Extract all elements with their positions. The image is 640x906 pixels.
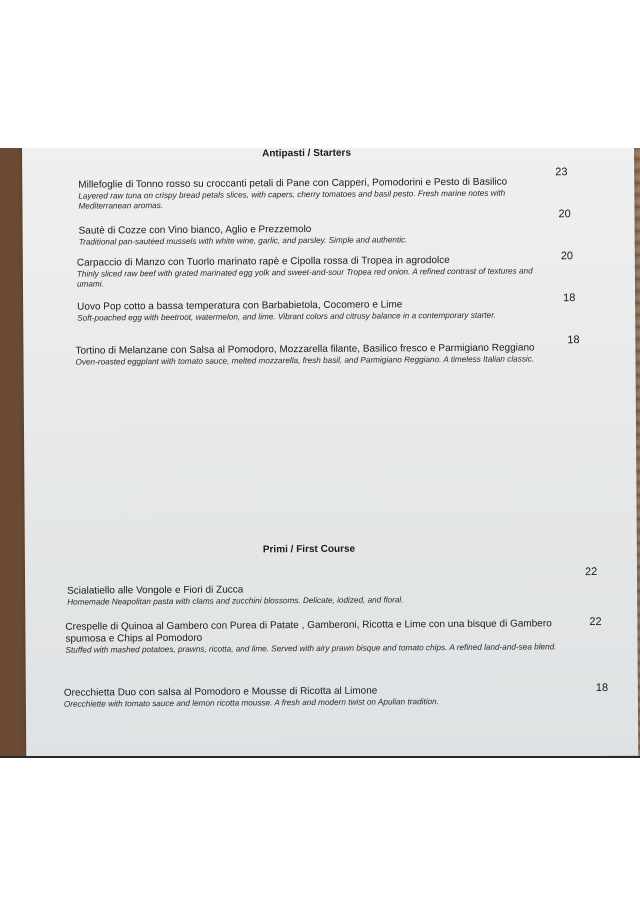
item-name: Orecchietta Duo con salsa al Pomodoro e Mousse di Ricotta al Limone (63, 685, 378, 699)
item-description: Oven-roasted eggplant with tomato sauce, melted mozzarella, fresh basil, and Parmigiano Reggiano. A timeless Italian classic. (75, 354, 535, 367)
item-price: 20 (560, 250, 574, 263)
item-price: 23 (555, 166, 568, 179)
item-description: Orecchiette with tomato sauce and lemon ricotta mousse. A fresh and modern twist on Apulian tradition. (63, 697, 439, 709)
menu-item (67, 582, 527, 607)
menu-item (65, 618, 575, 656)
menu-item (79, 222, 549, 247)
menu-item (75, 342, 555, 367)
item-name: Scialatiello alle Vongole e Fiori di Zucca (67, 584, 244, 597)
item-description: Homemade Neapolitan pasta with clams and zucchini blossoms. Delicate, iodized, and floral. (67, 595, 404, 607)
item-price: 18 (595, 681, 609, 695)
item-price: 22 (584, 565, 598, 579)
section-title-first-course: Primi / First Course (262, 543, 356, 556)
item-description: Traditional pan-sautéed mussels with white wine, garlic, and parsley. Simple and authentic. (78, 235, 408, 247)
item-name: Tortino di Melanzane con Salsa al Pomodoro, Mozzarella filante, Basilico fresco e Parmigiano Reggiano (75, 342, 535, 357)
item-name: Crespelle di Quinoa al Gambero con Purea di Patate , Gamberoni, Ricotta e Lime con una bisque di Gambero spumosa e Chips al Pomodoro (65, 618, 552, 645)
item-price: 18 (563, 292, 576, 305)
menu-page (22, 148, 638, 756)
item-name: Uovo Pop cotto a bassa temperatura con Barbabietola, Cocomero e Lime (77, 299, 403, 313)
item-price: 18 (567, 334, 580, 347)
section-title-starters: Antipasti / Starters (262, 148, 352, 160)
item-price: 22 (589, 615, 602, 629)
item-description: Layered raw tuna on crispy bread petals slices, with capers, cherry tomatoes and basil pesto. Fresh marine notes with Mediterranean aromas. (78, 188, 506, 211)
menu-item (64, 684, 574, 710)
menu-item (77, 298, 547, 323)
photo-bottom-edge (0, 756, 640, 758)
menu-item (78, 176, 538, 211)
item-description: Stuffed with mashed potatoes, prawns, ricotta, and lime. Served with airy prawn bisque and tomato chips. A refined land-and-sea blend. (65, 642, 557, 655)
item-price: 20 (558, 208, 571, 221)
menu-photo (0, 148, 640, 756)
item-name: Carpaccio di Manzo con Tuorlo marinato rapè e Cipolla rossa di Tropea in agrodolce (76, 255, 450, 269)
item-description: Soft-poached egg with beetroot, watermelon, and lime. Vibrant colors and citrusy balance in a contemporary starter. (77, 310, 496, 323)
item-name: Millefoglie di Tonno rosso su croccanti petali di Pane con Capperi, Pomodorini e Pesto di Basilico (78, 176, 508, 191)
item-description: Thinly sliced raw beef with grated marinated egg yolk and sweet-and-sour Tropea red onion. A refined contrast of textures and umami. (76, 266, 533, 289)
item-name: Sautè di Cozze con Vino bianco, Aglio e Prezzemolo (78, 223, 312, 237)
menu-item (77, 254, 547, 289)
